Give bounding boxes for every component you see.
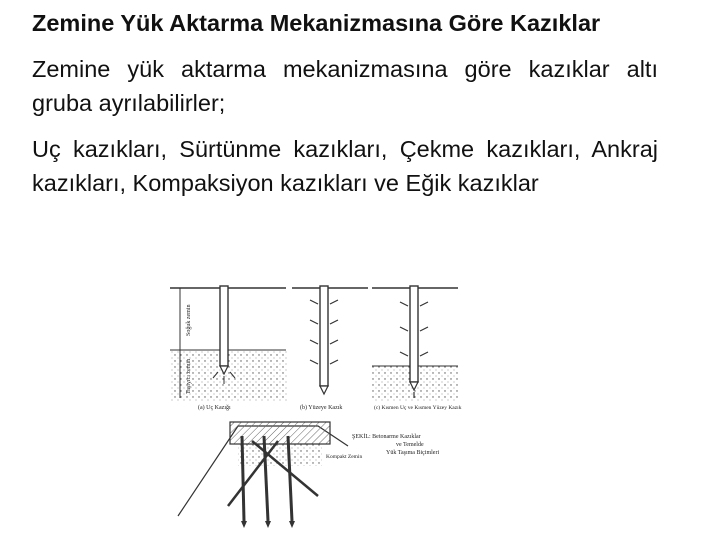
slide-title: Zemine Yük Aktarma Mekanizmasına Göre Kazıklar [32,10,601,36]
panel-c-combined-pile [372,286,462,411]
intro-paragraph: Zemine yük aktarma mekanizmasına göre kazıklar altı gruba ayrılabilirler; [32,56,658,116]
pile-load-transfer-figure [168,276,468,536]
side-caption-line-3: Yük Taşıma Biçimleri [386,450,440,456]
panel-b-friction-pile [292,286,368,411]
panel-a-caption: (a) Uç Kazığı [198,405,231,411]
firm-soil-label: Taşıyıcı zemin [186,358,192,394]
panel-c-caption: (c) Kısmen Uç ve Kısmen Yüzey Kazık [374,405,462,411]
soft-soil-label: Soğuk zemin [186,304,192,336]
side-caption-line-2: ve Temelde [396,442,424,448]
panel-b-caption: (b) Yüzeye Kazık [300,405,343,411]
pile-diagram [168,276,468,536]
text-block [32,6,658,212]
figure-side-caption [352,433,439,456]
side-caption-line-1: ŞEKİL: Betonarme Kazıklar [352,434,421,440]
panel-a-end-bearing-pile [170,286,288,411]
compaction-label: Kompakt Zemin [326,454,363,460]
pile-types-paragraph: Uç kazıkları, Sürtünme kazıkları, Çekme kazıkları, Ankraj kazıkları, Kompaksiyon kazıkları ve Eğik kazıklar [32,136,658,196]
inclined-pile-group [178,422,362,528]
